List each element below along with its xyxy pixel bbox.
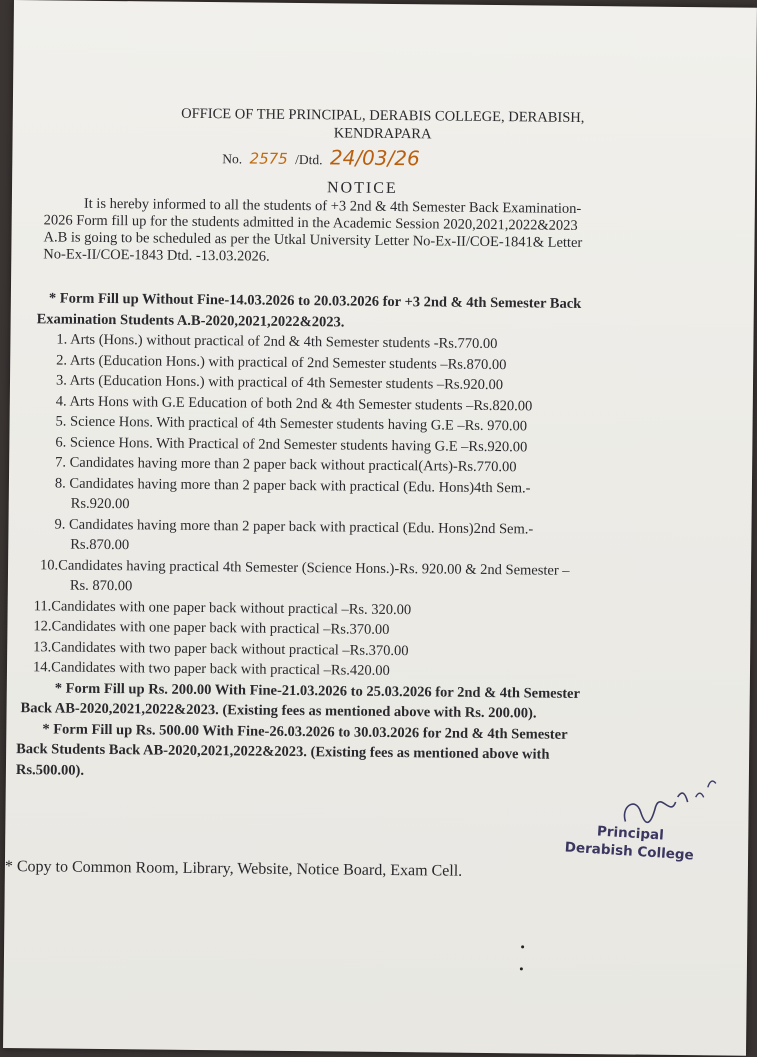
fee-item: 4. Arts Hons with G.E Education of both 2nd & 4th Semester students –Rs.820.00	[55, 392, 533, 414]
fee-item-continuation: Rs.920.00	[70, 495, 130, 513]
fee-item: 11.Candidates with one paper back without practical –Rs. 320.00	[33, 597, 412, 618]
fee-item: 8. Candidates having more than 2 paper back with practical (Edu. Hons)4th Sem.-	[54, 474, 531, 496]
copy-to-line: * Copy to Common Room, Library, Website, Notice Board, Exam Cell.	[4, 857, 463, 880]
office-header	[148, 104, 618, 145]
intro-line: 2026 Form fill up for the students admitted in the Academic Session 2020,2021,2022&2023	[43, 212, 578, 234]
fee-item: 14.Candidates with two paper back with practical –Rs.420.00	[32, 659, 390, 679]
stamp-college: Derabish College	[564, 839, 695, 864]
without-fine-line: Examination Students A.B-2020,2021,2022&2023.	[36, 310, 345, 330]
ref-date-handwritten: 24/03/26	[329, 145, 420, 171]
ref-date-label: /Dtd.	[295, 151, 323, 168]
fine2-line: * Form Fill up Rs. 500.00 With Fine-26.03.2026 to 30.03.2026 for 2nd & 4th Semester	[42, 720, 568, 743]
fee-item-continuation: Rs. 870.00	[69, 577, 133, 595]
fee-item: 1. Arts (Hons.) without practical of 2nd & 4th Semester students -Rs.770.00	[56, 331, 498, 353]
ref-no-handwritten: 2575	[249, 149, 288, 168]
ink-dot	[521, 945, 524, 948]
fee-item: 13.Candidates with two paper back without practical –Rs.370.00	[33, 638, 409, 659]
fee-item: 5. Science Hons. With practical of 4th Semester students having G.E –Rs. 970.00	[55, 413, 528, 435]
fee-item: 3. Arts (Education Hons.) with practical of 4th Semester students –Rs.920.00	[55, 372, 504, 394]
intro-line: A.B is going to be scheduled as per the Utkal University Letter No-Ex-II/COE-1841& Letter	[43, 229, 583, 251]
intro-paragraph	[43, 195, 669, 270]
fine1-line: Back AB-2020,2021,2022&2023. (Existing fees as mentioned above with Rs. 200.00).	[20, 700, 537, 722]
reference-line	[222, 144, 424, 170]
fine1-line: * Form Fill up Rs. 200.00 With Fine-21.03.2026 to 25.03.2026 for 2nd & 4th Semester	[54, 679, 581, 702]
fee-item-continuation: Rs.870.00	[70, 536, 130, 554]
fee-item: 7. Candidates having more than 2 paper back without practical(Arts)-Rs.770.00	[55, 454, 517, 476]
ref-no-label: No.	[222, 151, 243, 167]
fine2-line: Back Students Back AB-2020,2021,2022&2023. (Existing fees as mentioned above with	[16, 741, 550, 763]
signature-stamp	[564, 820, 695, 864]
stamp-title: Principal	[596, 823, 665, 844]
office-name: OFFICE OF THE PRINCIPAL, DERABIS COLLEGE, DERABISH,	[181, 105, 585, 126]
intro-line: It is hereby informed to all the students of +3 2nd & 4th Semester Back Examination-	[83, 195, 582, 217]
intro-line: No-Ex-II/COE-1843 Dtd. -13.03.2026.	[43, 246, 270, 265]
notice-paper	[3, 0, 757, 1056]
fee-item: 10.Candidates having practical 4th Semester (Science Hons.)-Rs. 920.00 & 2nd Semester –	[40, 556, 570, 579]
fee-item: 9. Candidates having more than 2 paper back with practical (Edu. Hons)2nd Sem.-	[54, 515, 534, 537]
fee-item: 6. Science Hons. With Practical of 2nd Semester students having G.E –Rs.920.00	[55, 433, 528, 455]
notice-title: NOTICE	[326, 179, 398, 198]
fee-item: 12.Candidates with one paper back with practical –Rs.370.00	[33, 618, 390, 638]
fee-item: 2. Arts (Education Hons.) with practical of 2nd Semester students –Rs.870.00	[56, 351, 507, 373]
without-fine-line: * Form Fill up Without Fine-14.03.2026 to 20.03.2026 for +3 2nd & 4th Semester Back	[48, 290, 582, 312]
office-district: KENDRAPARA	[333, 125, 432, 143]
fee-section	[15, 288, 697, 787]
ink-dot	[520, 967, 523, 970]
fine2-line: Rs.500.00).	[15, 761, 85, 779]
